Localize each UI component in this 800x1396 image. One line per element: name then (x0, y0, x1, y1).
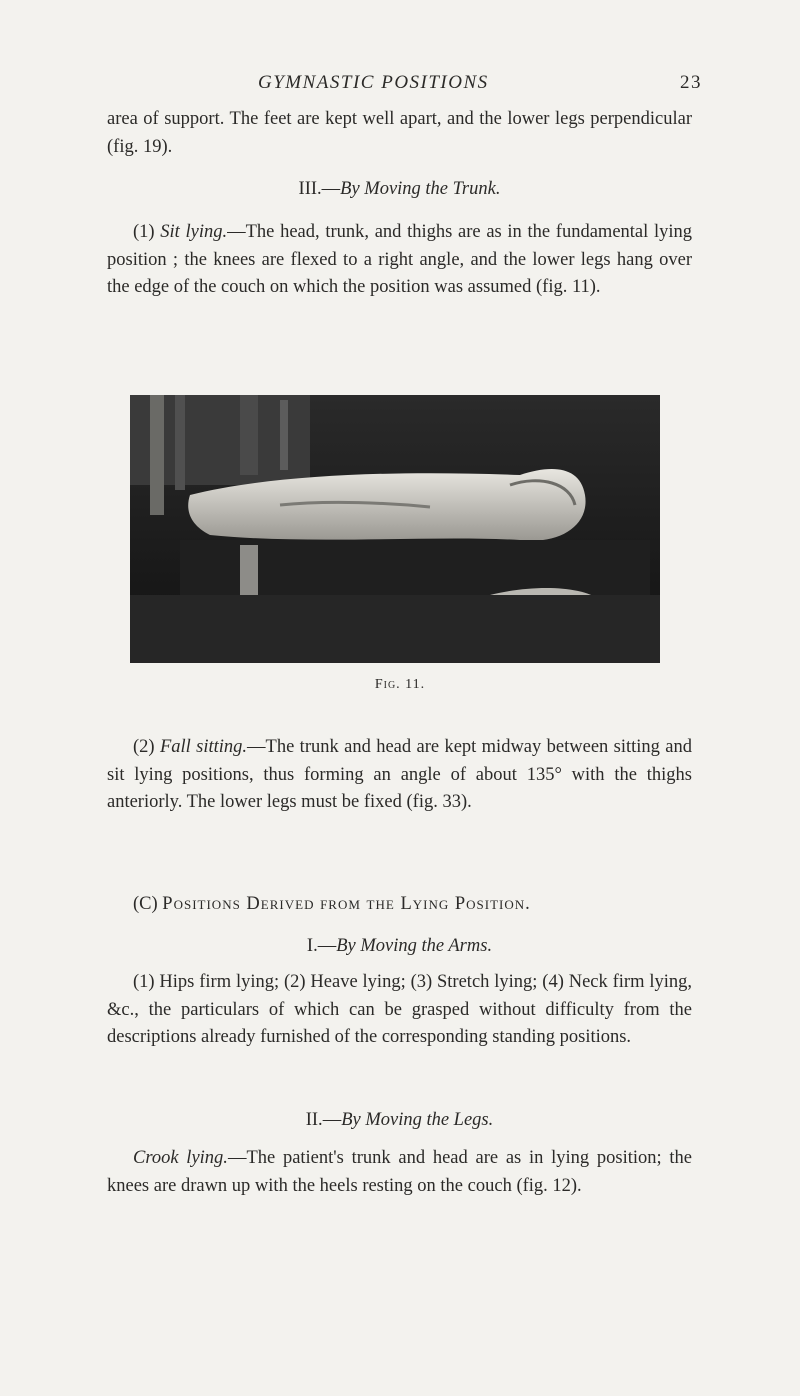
item-number: (1) (133, 222, 155, 242)
arms-paragraph (107, 969, 692, 1052)
fall-sitting-text: The trunk and head are kept midway between sitting and sit lying positions, thus forming an angle of about 135° with the thighs anteriorly. The lower legs must be fixed (fig. 33). (107, 737, 692, 812)
sub-ii-title: By Moving the Legs. (341, 1110, 494, 1130)
section-iii-numeral: III. (298, 179, 322, 199)
figure-photo (130, 395, 660, 663)
figure-caption (0, 677, 800, 693)
arms-text: (1) Hips firm lying; (2) Heave lying; (3) Stretch lying; (4) Neck firm lying, &c., the particulars of which can be grasped without difficulty from the descriptions already furnished of the corresponding standing positions. (107, 972, 692, 1047)
sub-i-numeral: I. (306, 936, 318, 956)
top-paragraph (107, 106, 692, 161)
crook-lying-text: The patient's trunk and head are as in lying position; the knees are drawn up with the heels resting on the couch (fig. 12). (107, 1148, 692, 1196)
sit-lying-photo (130, 395, 660, 663)
sub-i-title: By Moving the Arms. (336, 936, 493, 956)
term-fall-sitting: Fall sitting. (159, 737, 248, 757)
fall-sitting-paragraph: (2) Fall sitting.—The trunk and head are kept midway between sitting and sit lying positions, thus forming an angle of about 135° with the thighs anteriorly. The lower legs must be fixed (fig. 33). (107, 737, 692, 812)
item-number: (2) (133, 737, 155, 757)
sub-ii-heading: II.—By Moving the Legs. (305, 1110, 494, 1130)
sub-i-heading: I.—By Moving the Arms. (306, 936, 493, 956)
section-c-label: (C) (133, 894, 158, 914)
section-iii-title: By Moving the Trunk. (340, 179, 501, 199)
term-sit-lying: Sit lying. (160, 222, 228, 242)
sit-lying-paragraph: (1) Sit lying.—The head, trunk, and thighs are as in the fundamental lying position ; the knees are flexed to a right angle, and the lower legs hang over the edge of the couch on which the position was assumed (fig. 11). (107, 222, 692, 297)
continued-paragraph: area of support. The feet are kept well apart, and the lower legs perpendicular (fig. 19). (107, 109, 692, 157)
section-c-heading (107, 891, 692, 919)
page-number: 23 (680, 72, 702, 93)
caption-text: Fig. 11. (374, 677, 426, 692)
term-crook-lying: Crook lying. (133, 1148, 228, 1168)
sub-ii-numeral: II. (305, 1110, 323, 1130)
section-c-title: Positions Derived from the Lying Position. (162, 894, 531, 914)
sit-lying-text: The head, trunk, and thighs are as in the fundamental lying position ; the knees are flexed to a right angle, and the lower legs hang over the edge of the couch on which the position was assumed (fig. 11). (107, 222, 692, 297)
crook-lying-paragraph: Crook lying.—The patient's trunk and head are as in lying position; the knees are drawn up with the heels resting on the couch (fig. 12). (107, 1148, 692, 1196)
section-iii-heading: III.—By Moving the Trunk. (298, 179, 501, 199)
running-title: GYMNASTIC POSITIONS (258, 72, 489, 93)
